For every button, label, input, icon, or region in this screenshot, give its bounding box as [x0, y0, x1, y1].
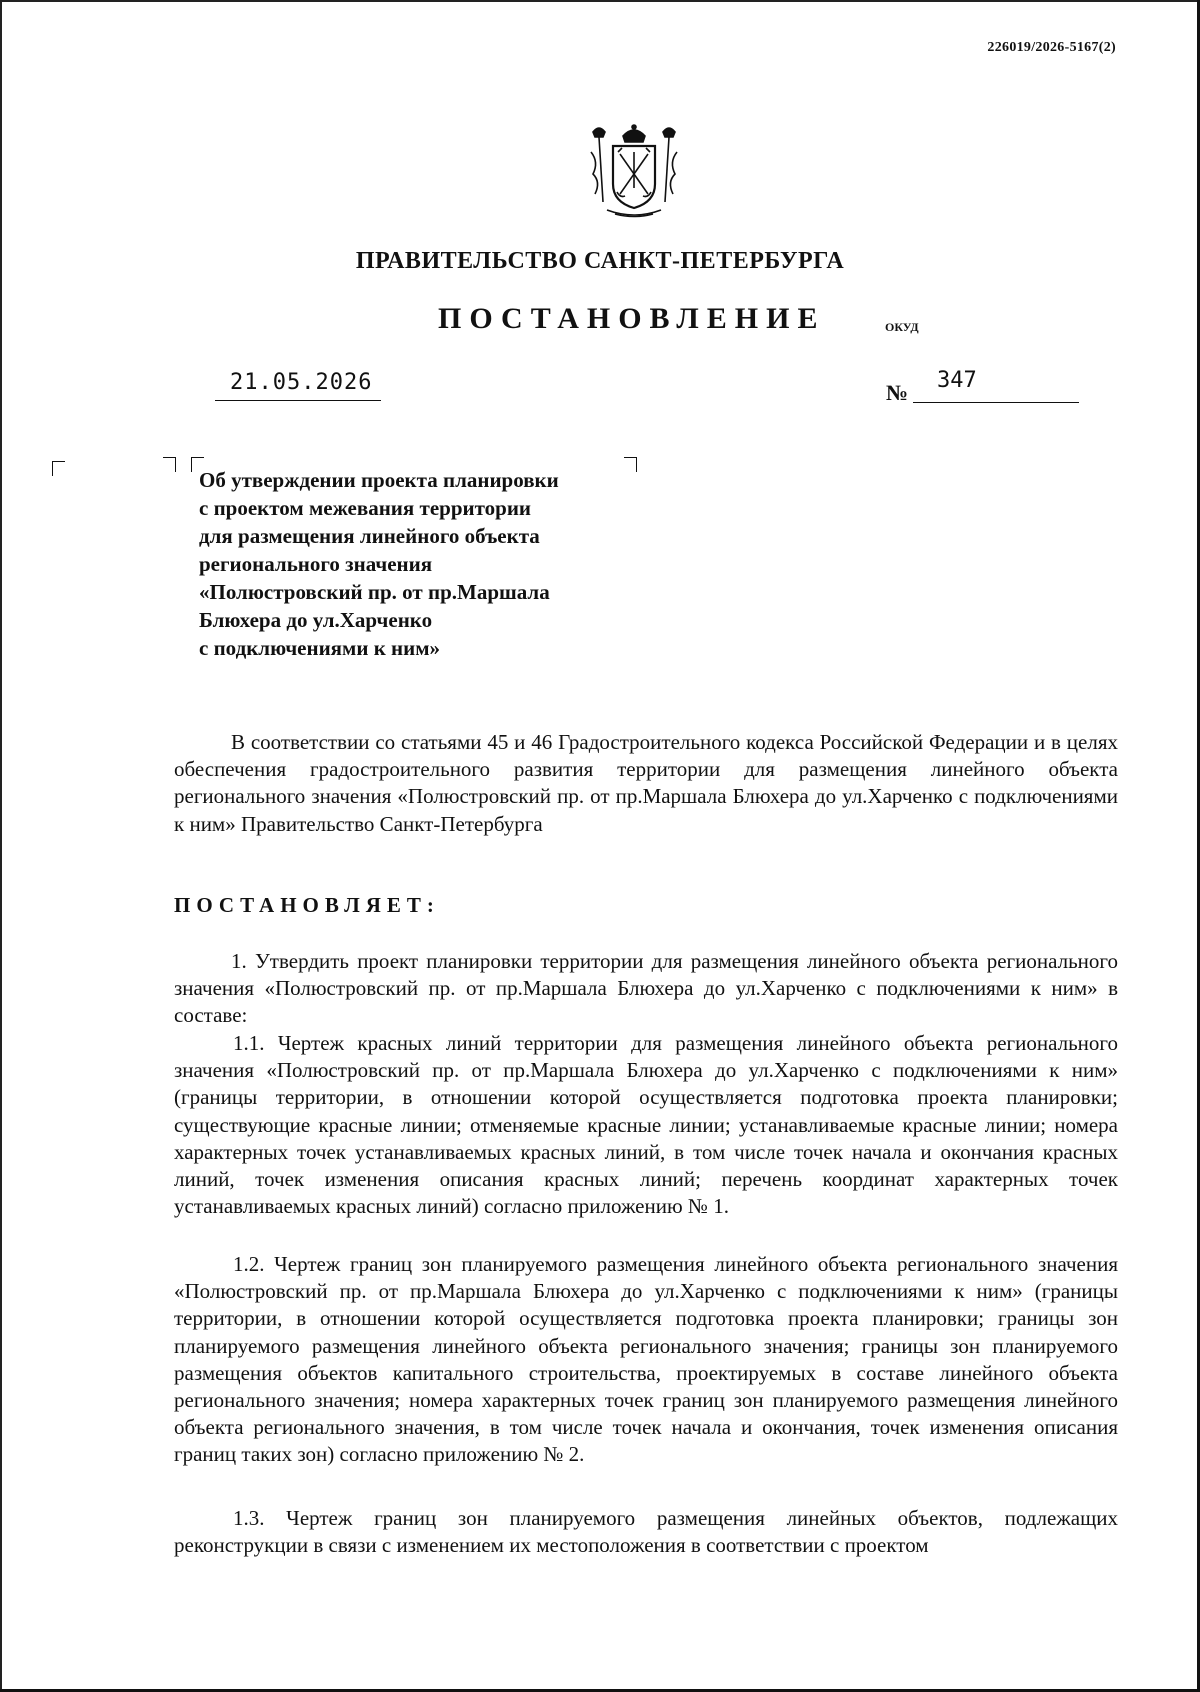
number-sign: № — [886, 380, 909, 405]
st-petersburg-coat-of-arms-icon — [585, 122, 683, 222]
number-underline — [913, 402, 1079, 403]
title-line: регионального значения — [199, 552, 433, 576]
scan-edge — [0, 0, 1200, 2]
document-type: ПОСТАНОВЛЕНИЕ — [438, 302, 826, 335]
document-number: 347 — [937, 368, 977, 393]
okud-label: ОКУД — [885, 320, 919, 334]
document-date: 21.05.2026 — [230, 370, 373, 395]
organization-name: ПРАВИТЕЛЬСТВО САНКТ-ПЕТЕРБУРГА — [355, 248, 845, 274]
paragraph-1-1: 1.1. Чертеж красных линий территории для размещения линейного объекта регионального значения «Полюстровский пр. от пр.Маршала Блюхера до ул.Харченко с подключениями к ним» (границы территории, в отношении которой осуществляется подготовка проекта планировки; существующие красные линии; отменяемые красные линии; устанавливаемые красные линии; номера характерных точек устанавливаемых красных линий, в том числе точек начала и окончания красных линий, точек изменения описания красных линий; перечень координат характерных точек устанавливаемых красных линий) согласно приложению № 1. — [174, 1031, 1118, 1219]
title-line: Блюхера до ул.Харченко — [199, 608, 433, 632]
preamble-paragraph: В соответствии со статьями 45 и 46 Градостроительного кодекса Российской Федерации и в целях обеспечения градостроительного развития территории для размещения линейного объекта регионального значения «Полюстровский пр. от пр.Маршала Блюхера до ул.Харченко с подключениями к ним» Правительство Санкт-Петербурга — [174, 730, 1118, 836]
document-title — [199, 466, 649, 662]
paragraph-1-3: 1.3. Чертеж границ зон планируемого размещения линейных объектов, подлежащих реконструкции в связи с изменением их местоположения в соответствии с проектом — [174, 1506, 1118, 1558]
decree-heading: ПОСТАНОВЛЯЕТ: — [174, 893, 440, 917]
title-line: для размещения линейного объекта — [199, 524, 540, 548]
corner-mark — [163, 457, 176, 472]
title-line: с подключениями к ним» — [199, 636, 441, 660]
paragraph-1: 1. Утвердить проект планировки территории для размещения линейного объекта регионального значения «Полюстровский пр. от пр.Маршала Блюхера до ул.Харченко с подключениями к ним» в составе: — [174, 949, 1118, 1028]
corner-mark — [52, 461, 65, 476]
title-line: Об утверждении проекта планировки — [199, 468, 559, 492]
title-line: «Полюстровский пр. от пр.Маршала — [199, 580, 550, 604]
title-line: с проектом межевания территории — [199, 496, 532, 520]
document-registration-id: 226019/2026-5167(2) — [987, 40, 1116, 55]
date-underline — [215, 400, 381, 401]
paragraph-1-2: 1.2. Чертеж границ зон планируемого размещения линейного объекта регионального значения «Полюстровский пр. от пр.Маршала Блюхера до ул.Харченко с подключениями к ним» (границы территории, в отношении которой осуществляется подготовка проекта планировки; границы зон планируемого размещения линейного объекта регионального значения; границы зон планируемого размещения объектов капитального строительства, проектируемых в составе линейного объекта регионального значения; номера характерных точек границ зон планируемого размещения линейного объекта регионального значения, в том числе точек начала и окончания, точек изменения описания границ таких зон) согласно приложению № 2. — [174, 1252, 1118, 1467]
